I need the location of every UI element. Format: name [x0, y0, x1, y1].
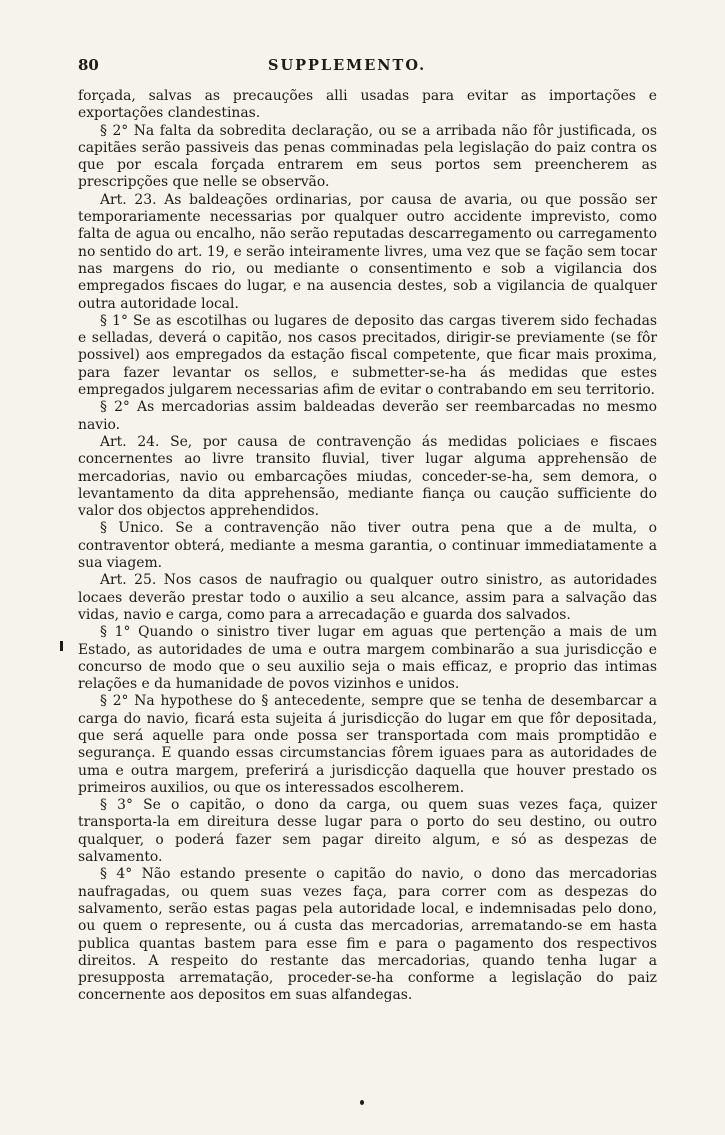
- paragraph-art24: Art. 24. Se, por causa de contravenção ás medidas policiaes e fiscaes concernentes ao livre transito fluvial, tiver lugar alguma apprehensão de mercadorias, navio ou embarcações miudas, conceder-se-ha, sem demora, o levantamento da dita apprehensão, mediante fiança ou caução sufficiente do valor dos objectos apprehendidos.: [78, 433, 657, 520]
- page-header: [78, 56, 657, 86]
- paragraph-art25: Art. 25. Nos casos de naufragio ou qualquer outro sinistro, as autoridades locaes deverão prestar todo o auxilio a seu alcance, assim para a salvação das vidas, navio e carga, como para a arrecadação e guarda dos salvados.: [78, 572, 657, 623]
- body-text: [78, 88, 657, 1005]
- paragraph-art25-s4: § 4° Não estando presente o capitão do navio, o dono das mercadorias naufragadas, ou quem suas vezes faça, para correr com as despezas do salvamento, serão estas pagas pela autoridade local, e indemnisadas pelo dono, ou quem o represente, ou á custa das mercadorias, arrematando-se em hasta publica quantas bastem para esse fim e para o pagamento dos respectivos direitos. A respeito do restante das mercadorias, quando tenha lugar a presupposta arrematação, proceder-se-ha conforme a legislação do paiz concernente aos depositos em suas alfandegas.: [78, 866, 657, 1004]
- paragraph-art24-unico: § Unico. Se a contravenção não tiver outra pena que a de multa, o contraventor obterá, mediante a mesma garantia, o continuar immediatamente a sua viagem.: [78, 520, 657, 572]
- paragraph-art23: Art. 23. As baldeações ordinarias, por causa de avaria, ou que possão ser temporariamente necessarias por qualquer outro accidente imprevisto, como falta de agua ou encalho, não serão reputadas descarregamento ou carregamento no sentido do art. 19, e serão inteiramente livres, uma vez que se fação sem tocar nas margens do rio, ou mediante o consentimento e sob a vigilancia dos empregados fiscaes do lugar, e na ausencia destes, sob a vigilancia de qualquer outra autoridade local.: [78, 191, 657, 312]
- running-title: SUPPLEMENTO.: [268, 57, 427, 74]
- paragraph-art25-s2: § 2° Na hypothese do § antecedente, sempre que se tenha de desembarcar a carga do navio, ficará esta sujeita á jurisdicção do lugar em que fôr depositada, que será aquelle para onde possa ser transportada com mais promptidão e segurança. E quando essas circumstancias fôrem iguaes para as autoridades de uma e outra margem, preferirá a jurisdicção daquella que houver prestado os primeiros auxilios, ou que os interessados escolherem.: [78, 693, 657, 796]
- paragraph-art25-s3: § 3° Se o capitão, o dono da carga, ou quem suas vezes faça, quizer transporta-la em direitura desse lugar para o porto do seu destino, ou outro qualquer, o poderá fazer sem pagar direito algum, e só as despezas de salvamento.: [78, 797, 657, 866]
- footer-dot: [360, 1100, 364, 1105]
- paragraph-art23-s1: § 1° Se as escotilhas ou lugares de deposito das cargas tiverem sido fechadas e selladas, deverá o capitão, nos casos precitados, dirigir-se previamente (se fôr possivel) aos empregados da estação fiscal competente, que ficar mais proxima, para fazer levantar os sellos, e submetter-se-ha ás medidas que estes empregados julgarem necessarias afim de evitar o contrabando em seu territorio.: [78, 312, 657, 399]
- paragraph-art22-s2: § 2° Na falta da sobredita declaração, ou se a arribada não fôr justificada, os capitães serão passiveis das penas comminadas pela legislação do paiz contra os que por escala forçada entrarem em seus portos sem preencherem as prescripções que nelle se observão.: [78, 122, 657, 191]
- margin-mark: [60, 641, 63, 651]
- paragraph-art25-s1: § 1° Quando o sinistro tiver lugar em aguas que pertenção a mais de um Estado, as autoridades de uma e outra margem combinarão a sua jurisdicção e concurso de modo que o seu auxilio seja o mais efficaz, e proprio das intimas relações e da humanidade de povos vizinhos e unidos.: [78, 624, 657, 693]
- page-number: 80: [78, 56, 99, 74]
- paragraph-continuation: forçada, salvas as precauções alli usadas para evitar as importações e exportações clandestinas.: [78, 88, 657, 122]
- paragraph-art23-s2: § 2° As mercadorias assim baldeadas deverão ser reembarcadas no mesmo navio.: [78, 399, 657, 433]
